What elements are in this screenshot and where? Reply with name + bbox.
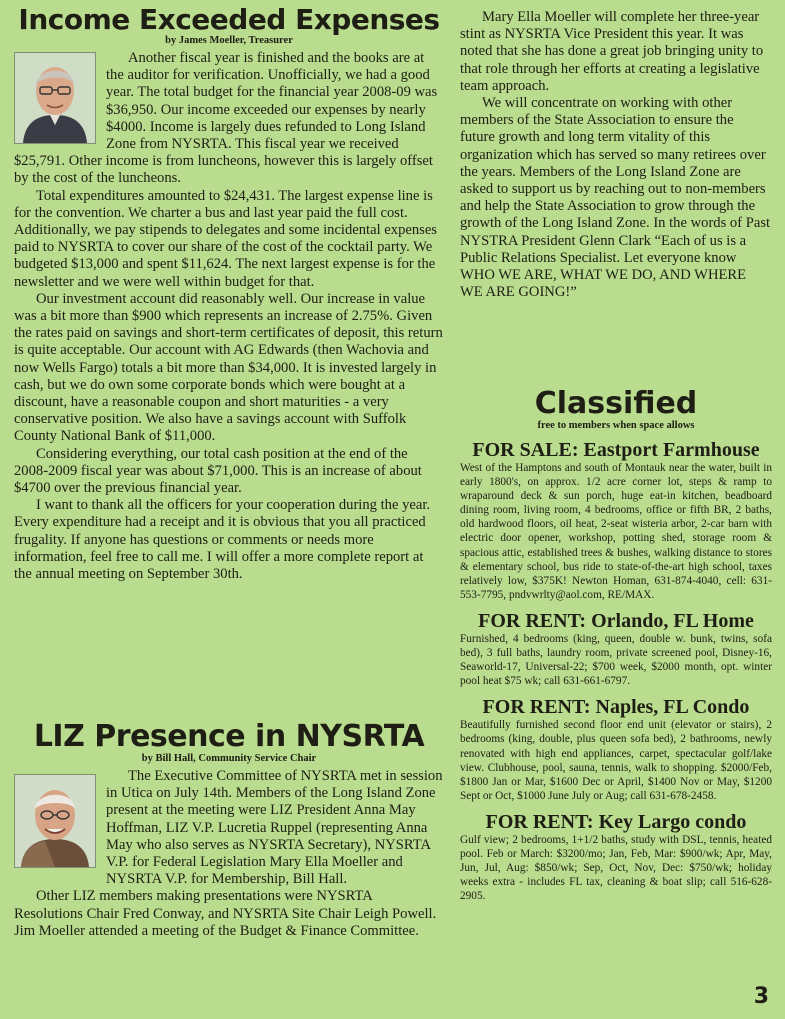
article-liz-presence-in-nysrta bbox=[14, 719, 444, 940]
paragraph: We will concentrate on working with other members of the State Association to ensure the future growth and long term vitality of this organization which has served so many retirees over the years. Members of the Long Island Zone are asked to support us by reaching out to non-members and help the State Association to grow through the growth of the Long Island Zone. In the words of Past NYSTRA President Glenn Clark “Each of us is a Public Relations Specialist. Let everyone know WHO WE ARE, WHAT WE DO, AND WHERE WE ARE GOING!” bbox=[460, 95, 771, 301]
author-photo-james-moeller bbox=[14, 52, 96, 144]
classified-section bbox=[460, 386, 772, 903]
author-photo-bill-hall bbox=[14, 774, 96, 868]
classified-ad bbox=[460, 439, 772, 602]
article-body bbox=[14, 50, 444, 583]
paragraph: I want to thank all the officers for your cooperation during the year. Every expenditure had a receipt and it is obvious that you all practiced frugality. If anyone has questions or comments or needs more information, feel free to call me. I will offer a more complete report at the annual meeting on September 30th. bbox=[14, 497, 431, 583]
article-income-exceeded-expenses bbox=[14, 3, 444, 583]
classified-ad bbox=[460, 811, 772, 903]
page-number: 3 bbox=[753, 984, 769, 1009]
ad-text: Gulf view; 2 bedrooms, 1+1/2 baths, study with DSL, tennis, heated pool. Feb or March: $3200/mo; Jan, Feb, Mar: $900/wk; Apr, May, Jun, Jul, Aug: $850/wk; Sep, Oct, Nov, Dec: $750/wk; holiday weeks extra - includes FL tax, cleaning & boat slip; call 516-628-2905. bbox=[460, 833, 772, 903]
ad-title: FOR SALE: Eastport Farmhouse bbox=[472, 439, 760, 461]
ad-text: Furnished, 4 bedrooms (king, queen, double w. bunk, twins, sofa bed), 3 full baths, laundry room, private screened pool, Disney-16, Seaworld-17, Universal-22; $700 week, $2000 month, opt. winter pool heat $75 wk; call 631-661-6797. bbox=[460, 632, 772, 688]
classified-ad bbox=[460, 610, 772, 688]
portrait-icon bbox=[15, 53, 95, 143]
classified-ad bbox=[460, 696, 772, 803]
ad-title: FOR RENT: Orlando, FL Home bbox=[478, 609, 754, 632]
paragraph: Total expenditures amounted to $24,431. The largest expense line is for the convention. We charter a bus and last year paid the full cost. Additionally, we pay stipends to delegates and some incidental expenses paid to NYSRTA to cover our share of the cost of the cocktail party. We budgeted $13,000 and spent $11,624. The next largest expense is for the newsletter and we were well within budget for that. bbox=[14, 187, 437, 290]
ad-title: FOR RENT: Key Largo condo bbox=[485, 810, 747, 833]
section-subtitle: free to members when space allows bbox=[537, 420, 695, 431]
article-title: LIZ Presence in NYSRTA bbox=[33, 719, 425, 754]
section-title: Classified bbox=[534, 386, 698, 421]
paragraph: The Executive Committee of NYSRTA met in session in Utica on July 14th. Members of the Long Island Zone present at the meeting were LIZ President Anna May Hoffman, LIZ V.P. Lucretia Ruppel (representing Anna May who also serves as NYSRTA Secretary), NYSRTA V.P. for Federal Legislation Mary Ella Moeller and NYSRTA V.P. for Membership, Bill Hall. bbox=[106, 768, 443, 888]
paragraph: Another fiscal year is finished and the books are at the auditor for verification. Unofficially, we had a good year. The total budget for the financial year 2008-09 was $36,950. Our income exceeded our expenses by nearly $4000. Income is largely dues refunded to Long Island Zone from NYSRTA. This fiscal year we received $25,791. Other income is from luncheons, however this is largely offset by the cost of the luncheons. bbox=[14, 50, 438, 187]
paragraph: Other LIZ members making presentations were NYSRTA Resolutions Chair Fred Conway, and NYSRTA Site Chair Leigh Powell. Jim Moeller attended a meeting of the Budget & Finance Committee. bbox=[14, 888, 437, 939]
ad-text: Beautifully furnished second floor end unit (elevator or stairs), 2 bedrooms (king, double, plus queen sofa bed), 2 bathrooms, newly renovated with high end appliances, carpet, spectacular golf/lake view. Clubhouse, pool, sauna, tennis, walk to shopping. $2000/Feb, $1800 Jan or Mar, $1600 Dec or April, $1400 Nov or May, $1200 Sept or Oct, $1000 June July or Aug; call 631-678-2458. bbox=[460, 719, 772, 802]
article-liz-presence-continued bbox=[460, 9, 772, 301]
article-body bbox=[460, 9, 772, 301]
article-title: Income Exceeded Expenses bbox=[18, 3, 440, 36]
paragraph: Considering everything, our total cash position at the end of the 2008-2009 fiscal year was about $71,000. This is an increase of about $4700 over the previous financial year. bbox=[14, 445, 422, 497]
ad-text: West of the Hamptons and south of Montauk near the water, built in early 1800's, on approx. 1/2 acre corner lot, steps & ramp to wraparound deck & sun porch, huge eat-in kitchen, beadboard dining room, living room, 4 bedrooms, office or fifth BR, 2 baths, old hardwood floors, oil heat, 2-seat wisteria arbor, 2-car barn with electric door opener, workshop, potting shed, storage room & spacious attic, established trees & bushes, walking distance to stores & elementary school, bus ride to state-of-the-art high school, taxes relatively low, $375K! Newton Homan, 631-874-4040, cell: 631-553-7795, pndvwrlty@aol.com, RE/MAX. bbox=[460, 462, 772, 601]
ad-title: FOR RENT: Naples, FL Condo bbox=[482, 696, 750, 719]
article-byline: by James Moeller, Treasurer bbox=[165, 35, 293, 46]
paragraph: Our investment account did reasonably well. Our increase in value was a bit more than $900 which represents an increase of 2.75%. Given the rates paid on savings and short-term certificates of deposit, this return is quite acceptable. Our account with AG Edwards (then Wachovia and now Wells Fargo) totals a bit more than $34,000. It is invested largely in cash, but we do own some corporate bonds which were bought at a discount, have a reasonable coupon and short maturities - a very conservative position. We also have a savings account with Suffolk County National Bank of $11,000. bbox=[14, 290, 443, 445]
article-byline: by Bill Hall, Community Service Chair bbox=[141, 753, 317, 764]
portrait-icon bbox=[15, 775, 95, 867]
paragraph: Mary Ella Moeller will complete her three-year stint as NYSRTA Vice President this year. It was noted that she has done a great job bringing unity to that role through her efforts at creating a legislative team approach. bbox=[460, 9, 764, 94]
article-body bbox=[14, 768, 444, 940]
